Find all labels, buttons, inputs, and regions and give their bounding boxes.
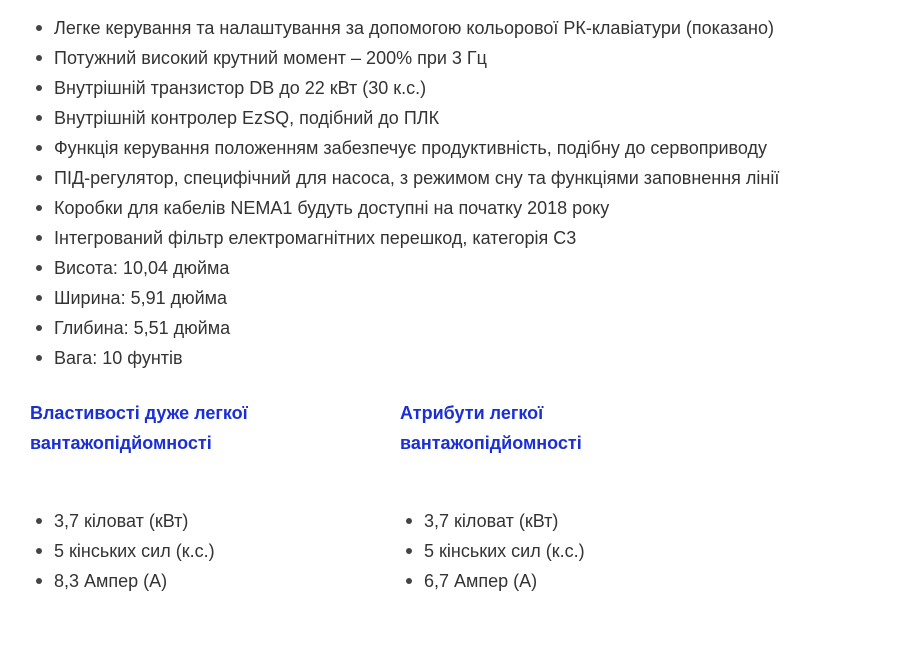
list-item-text: Внутрішній транзистор DB до 22 кВт (30 к.с.) — [54, 78, 427, 98]
light-duty-heading: Атрибути легкої вантажопідйомності — [400, 403, 582, 453]
list-item-text: Потужний високий крутний момент – 200% при 3 Гц — [54, 48, 487, 68]
list-item — [424, 566, 585, 596]
bullet-icon — [36, 205, 42, 211]
list-item-text: 3,7 кіловат (кВт) — [54, 511, 189, 531]
bullet-icon — [36, 175, 42, 181]
list-item-text: Внутрішній контролер EzSQ, подібний до ПЛК — [54, 108, 440, 128]
list-item-text: Інтегрований фільтр електромагнітних перешкод, категорія C3 — [54, 228, 577, 248]
bullet-icon — [36, 548, 42, 554]
list-item-text: 8,3 Ампер (А) — [54, 571, 168, 591]
list-item — [54, 43, 779, 73]
bullet-icon — [36, 325, 42, 331]
bullet-icon — [36, 145, 42, 151]
list-item — [54, 566, 215, 596]
list-item-text: Коробки для кабелів NEMA1 будуть доступні на початку 2018 року — [54, 198, 610, 218]
feature-list — [54, 13, 779, 373]
bullet-icon — [406, 548, 412, 554]
list-item — [54, 103, 779, 133]
list-item — [54, 343, 779, 373]
list-item-text: Глибина: 5,51 дюйма — [54, 318, 231, 338]
list-item-text: Легке керування та налаштування за допомогою кольорової РК-клавіатури (показано) — [54, 18, 774, 38]
bullet-icon — [406, 578, 412, 584]
list-item — [54, 283, 779, 313]
bullet-icon — [36, 518, 42, 524]
bullet-icon — [406, 518, 412, 524]
list-item — [424, 536, 585, 566]
bullet-icon — [36, 85, 42, 91]
bullet-icon — [36, 115, 42, 121]
list-item-text: Вага: 10 фунтів — [54, 348, 183, 368]
bullet-icon — [36, 295, 42, 301]
bullet-icon — [36, 25, 42, 31]
list-item — [54, 313, 779, 343]
list-item — [54, 13, 779, 43]
bullet-icon — [36, 265, 42, 271]
light-duty-section — [400, 398, 700, 591]
list-item — [54, 223, 779, 253]
list-item-text: 5 кінських сил (к.с.) — [54, 541, 215, 561]
list-item-text: ПІД-регулятор, специфічний для насоса, з режимом сну та функціями заповнення лінії — [54, 168, 780, 188]
bullet-icon — [36, 578, 42, 584]
list-item — [54, 536, 215, 566]
bullet-icon — [36, 55, 42, 61]
list-item-text: Функція керування положенням забезпечує продуктивність, подібну до сервоприводу — [54, 138, 768, 158]
very-light-duty-list — [54, 506, 215, 596]
list-item-text: 6,7 Ампер (А) — [424, 571, 538, 591]
list-item-text: 3,7 кіловат (кВт) — [424, 511, 559, 531]
list-item — [54, 253, 779, 283]
very-light-duty-heading: Властивості дуже легкої вантажопідйомності — [30, 403, 248, 453]
bullet-icon — [36, 235, 42, 241]
list-item — [54, 133, 779, 163]
light-duty-list — [424, 506, 585, 596]
list-item — [54, 163, 779, 193]
list-item — [54, 193, 779, 223]
list-item — [54, 506, 215, 536]
list-item — [54, 73, 779, 103]
list-item-text: Ширина: 5,91 дюйма — [54, 288, 228, 308]
list-item-text: Висота: 10,04 дюйма — [54, 258, 230, 278]
list-item — [424, 506, 585, 536]
bullet-icon — [36, 355, 42, 361]
very-light-duty-section — [30, 398, 330, 591]
list-item-text: 5 кінських сил (к.с.) — [424, 541, 585, 561]
